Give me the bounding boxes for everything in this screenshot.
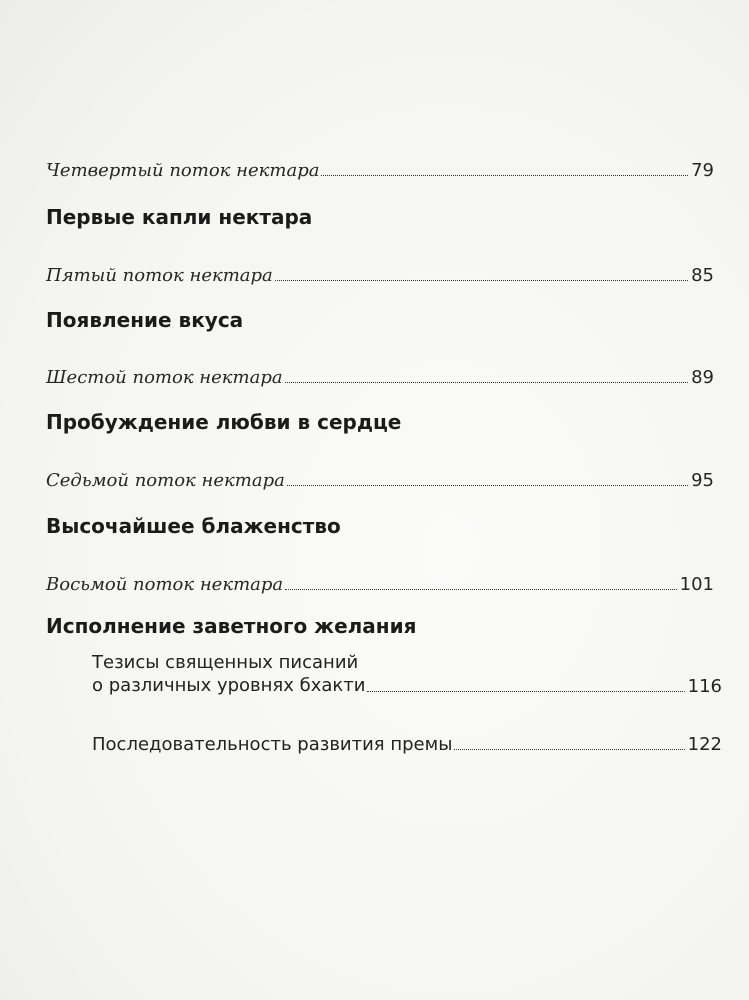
page-number: 101 <box>679 574 714 595</box>
appendix-label-line-2: о различных уровнях бхакти <box>92 675 366 696</box>
page-number: 85 <box>691 265 714 286</box>
leader-dots <box>275 279 688 281</box>
page-number: 122 <box>687 734 722 755</box>
page-number: 116 <box>687 676 722 697</box>
chapter-title: Пробуждение любви в сердце <box>46 410 402 434</box>
appendix-entry-prema[interactable] <box>92 734 722 755</box>
chapter-title: Высочайшее блаженство <box>46 514 341 538</box>
appendix-label <box>92 651 365 697</box>
leader-dots <box>285 588 677 590</box>
leader-dots <box>287 484 688 486</box>
leader-dots <box>321 174 688 176</box>
appendix-label: Последовательность развития премы <box>92 734 453 755</box>
page-number: 89 <box>691 367 714 388</box>
chapter-title: Первые капли нектара <box>46 205 313 229</box>
toc-entry-stream-6[interactable] <box>46 367 714 388</box>
toc-entry-stream-7[interactable] <box>46 470 714 491</box>
leader-dots <box>454 748 684 750</box>
stream-label: Седьмой поток нектара <box>46 470 285 491</box>
stream-label: Пятый поток нектара <box>46 265 273 286</box>
stream-label: Восьмой поток нектара <box>46 574 284 595</box>
toc-entry-stream-8[interactable] <box>46 574 714 595</box>
appendix-label-line-1: Тезисы священных писаний <box>92 652 359 673</box>
stream-label: Четвертый поток нектара <box>46 160 320 181</box>
leader-dots <box>285 381 688 383</box>
leader-dots <box>367 690 684 692</box>
appendix-entry-theses[interactable] <box>92 651 722 697</box>
chapter-title: Исполнение заветного желания <box>46 614 417 638</box>
toc-entry-stream-4[interactable] <box>46 160 714 181</box>
chapter-title: Появление вкуса <box>46 308 244 332</box>
page-number: 79 <box>691 160 714 181</box>
toc-entry-stream-5[interactable] <box>46 265 714 286</box>
stream-label: Шестой поток нектара <box>46 367 283 388</box>
page-number: 95 <box>691 470 714 491</box>
